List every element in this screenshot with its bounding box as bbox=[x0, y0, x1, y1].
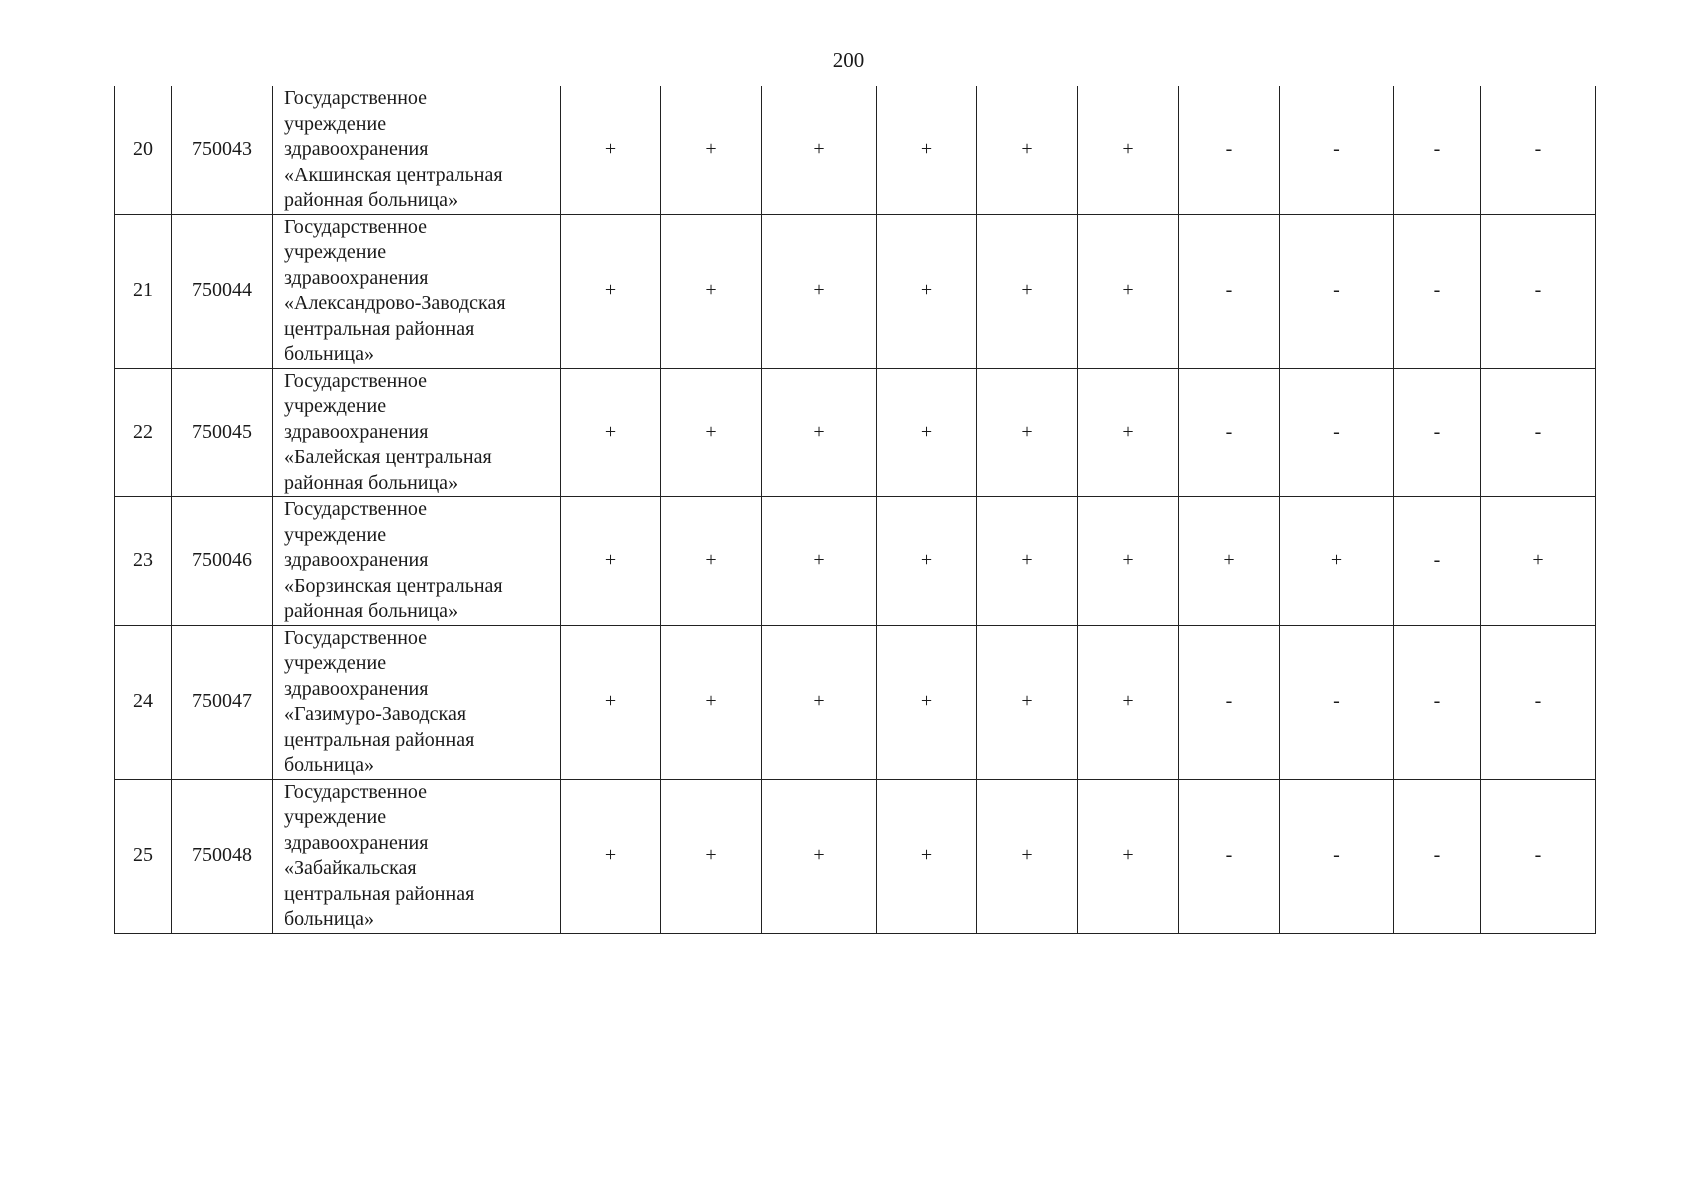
institution-name-line: Государственное bbox=[284, 498, 428, 520]
institution-name-line: здравоохранения bbox=[284, 266, 429, 289]
mark-cell: + bbox=[762, 779, 877, 933]
row-number-cell: 21 bbox=[115, 214, 172, 368]
mark-cell: - bbox=[1179, 214, 1280, 368]
mark-cell: - bbox=[1280, 779, 1394, 933]
institution-code-cell: 750043 bbox=[172, 86, 273, 214]
mark-cell: - bbox=[1394, 86, 1481, 214]
mark-cell: + bbox=[1078, 214, 1179, 368]
mark-cell: + bbox=[1078, 368, 1179, 497]
mark-cell: + bbox=[561, 625, 661, 779]
mark-cell: + bbox=[561, 86, 661, 214]
mark-cell: + bbox=[977, 214, 1078, 368]
mark-cell: - bbox=[1481, 86, 1596, 214]
institution-name-line: районная больница» bbox=[284, 600, 459, 622]
institution-code-cell: 750048 bbox=[172, 779, 273, 933]
mark-cell: + bbox=[1078, 86, 1179, 214]
institution-name-line: Государственное bbox=[284, 780, 428, 803]
institution-name-line: центральная районная bbox=[284, 882, 475, 905]
institution-name-cell bbox=[273, 214, 561, 368]
institution-name-line: «Балейская центральная bbox=[284, 446, 492, 468]
mark-cell: + bbox=[661, 625, 762, 779]
institution-name-line: Государственное bbox=[284, 626, 428, 649]
mark-cell: + bbox=[661, 779, 762, 933]
institution-name-line: здравоохранения bbox=[284, 549, 429, 571]
table-row bbox=[115, 86, 1596, 214]
institutions-table bbox=[114, 86, 1596, 934]
mark-cell: + bbox=[977, 368, 1078, 497]
mark-cell: + bbox=[1078, 625, 1179, 779]
mark-cell: + bbox=[877, 497, 977, 626]
mark-cell: - bbox=[1280, 86, 1394, 214]
institution-name-line: Государственное bbox=[284, 369, 428, 392]
institution-code-cell: 750044 bbox=[172, 214, 273, 368]
mark-cell: + bbox=[661, 368, 762, 497]
mark-cell: + bbox=[561, 779, 661, 933]
row-number-cell: 23 bbox=[115, 497, 172, 626]
mark-cell: - bbox=[1280, 368, 1394, 497]
mark-cell: + bbox=[877, 779, 977, 933]
mark-cell: - bbox=[1481, 779, 1596, 933]
institution-name-line: «Акшинская центральная bbox=[284, 163, 503, 186]
row-number-cell: 24 bbox=[115, 625, 172, 779]
institution-name-line: больница» bbox=[284, 908, 374, 930]
institution-name-line: Государственное bbox=[284, 215, 428, 238]
mark-cell: + bbox=[762, 368, 877, 497]
institution-name-line: больница» bbox=[284, 754, 374, 776]
mark-cell: - bbox=[1179, 368, 1280, 497]
institution-name-line: учреждение bbox=[284, 395, 387, 417]
mark-cell: - bbox=[1280, 625, 1394, 779]
mark-cell: - bbox=[1179, 625, 1280, 779]
mark-cell: - bbox=[1179, 779, 1280, 933]
mark-cell: - bbox=[1481, 368, 1596, 497]
table-row bbox=[115, 214, 1596, 368]
mark-cell: + bbox=[977, 86, 1078, 214]
institution-name-line: «Александрово-Заводская bbox=[284, 292, 506, 314]
institution-code-cell: 750046 bbox=[172, 497, 273, 626]
institution-name-cell bbox=[273, 625, 561, 779]
mark-cell: + bbox=[762, 86, 877, 214]
mark-cell: + bbox=[1078, 779, 1179, 933]
table-row bbox=[115, 625, 1596, 779]
institution-name-line: учреждение bbox=[284, 112, 387, 135]
institution-name-line: «Борзинская центральная bbox=[284, 574, 503, 597]
institution-name-line: центральная районная bbox=[284, 728, 475, 751]
institution-code-cell: 750047 bbox=[172, 625, 273, 779]
institution-name-line: районная больница» bbox=[284, 189, 459, 211]
mark-cell: + bbox=[561, 368, 661, 497]
mark-cell: + bbox=[762, 625, 877, 779]
mark-cell: + bbox=[877, 625, 977, 779]
institution-name-cell bbox=[273, 86, 561, 214]
institution-code-cell: 750045 bbox=[172, 368, 273, 497]
table-row bbox=[115, 368, 1596, 497]
mark-cell: - bbox=[1394, 368, 1481, 497]
institution-name-line: больница» bbox=[284, 343, 374, 365]
mark-cell: - bbox=[1179, 86, 1280, 214]
institution-name-line: Государственное bbox=[284, 87, 428, 109]
mark-cell: + bbox=[661, 214, 762, 368]
institution-name-line: учреждение bbox=[284, 241, 387, 263]
institution-name-line: центральная районная bbox=[284, 317, 475, 340]
mark-cell: + bbox=[1179, 497, 1280, 626]
institution-name-line: районная больница» bbox=[284, 471, 459, 494]
institution-name-line: здравоохранения bbox=[284, 420, 429, 443]
institution-name-cell bbox=[273, 779, 561, 933]
mark-cell: + bbox=[561, 214, 661, 368]
mark-cell: + bbox=[977, 497, 1078, 626]
institution-name-line: учреждение bbox=[284, 652, 387, 674]
mark-cell: - bbox=[1481, 625, 1596, 779]
mark-cell: + bbox=[1280, 497, 1394, 626]
mark-cell: + bbox=[661, 497, 762, 626]
institution-name-line: учреждение bbox=[284, 806, 387, 828]
institution-name-cell bbox=[273, 497, 561, 626]
institution-name-line: здравоохранения bbox=[284, 138, 429, 160]
row-number-cell: 20 bbox=[115, 86, 172, 214]
mark-cell: + bbox=[877, 86, 977, 214]
mark-cell: + bbox=[877, 368, 977, 497]
table-row bbox=[115, 497, 1596, 626]
mark-cell: + bbox=[762, 214, 877, 368]
mark-cell: + bbox=[762, 497, 877, 626]
page-number: 200 bbox=[832, 48, 865, 72]
institution-name-cell bbox=[273, 368, 561, 497]
mark-cell: - bbox=[1394, 214, 1481, 368]
institution-name-line: учреждение bbox=[284, 523, 387, 546]
mark-cell: - bbox=[1481, 214, 1596, 368]
table-row bbox=[115, 779, 1596, 933]
row-number-cell: 25 bbox=[115, 779, 172, 933]
institution-name-line: «Забайкальская bbox=[284, 857, 417, 879]
row-number-cell: 22 bbox=[115, 368, 172, 497]
mark-cell: + bbox=[561, 497, 661, 626]
mark-cell: + bbox=[661, 86, 762, 214]
mark-cell: + bbox=[977, 625, 1078, 779]
mark-cell: - bbox=[1280, 214, 1394, 368]
mark-cell: + bbox=[1481, 497, 1596, 626]
mark-cell: - bbox=[1394, 779, 1481, 933]
mark-cell: + bbox=[877, 214, 977, 368]
institution-name-line: «Газимуро-Заводская bbox=[284, 703, 467, 725]
institution-name-line: здравоохранения bbox=[284, 677, 429, 700]
mark-cell: - bbox=[1394, 625, 1481, 779]
mark-cell: + bbox=[1078, 497, 1179, 626]
institution-name-line: здравоохранения bbox=[284, 831, 429, 854]
mark-cell: + bbox=[977, 779, 1078, 933]
mark-cell: - bbox=[1394, 497, 1481, 626]
